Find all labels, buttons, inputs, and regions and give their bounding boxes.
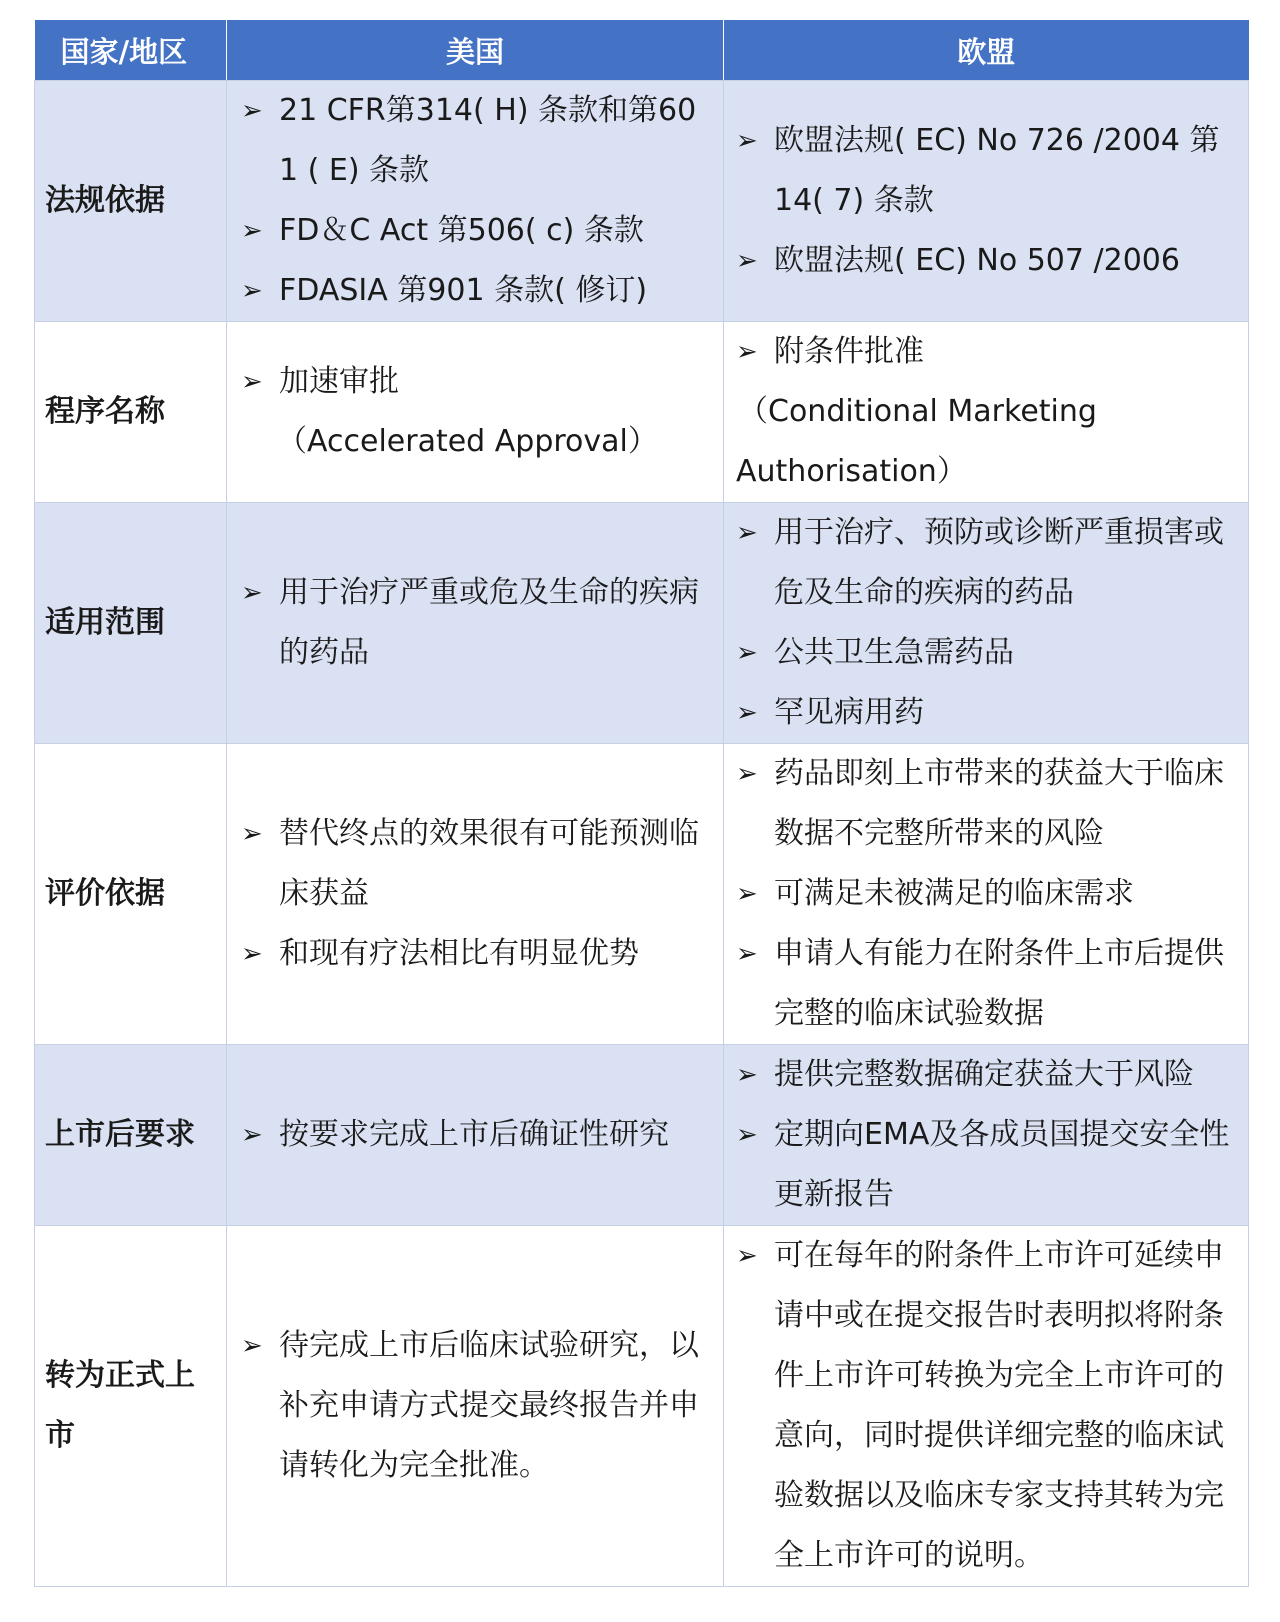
bullet-item: ➢ 公共卫生急需药品: [736, 623, 1236, 683]
bullet-item: ➢ 药品即刻上市带来的获益大于临床数据不完整所带来的风险: [736, 744, 1236, 864]
arrow-bullet-icon: ➢: [736, 337, 758, 367]
us-cell: [227, 1226, 724, 1587]
bullet-item: ➢ 提供完整数据确定获益大于风险: [736, 1045, 1236, 1105]
eu-cell: [724, 744, 1249, 1045]
header-eu: 欧盟: [724, 20, 1249, 81]
table-row: [35, 503, 1249, 744]
arrow-bullet-icon: ➢: [736, 1241, 758, 1271]
row-label: 程序名称: [35, 322, 227, 503]
us-cell: [227, 81, 724, 322]
arrow-bullet-icon: ➢: [241, 578, 263, 608]
arrow-bullet-icon: ➢: [241, 367, 263, 397]
arrow-bullet-icon: ➢: [736, 246, 758, 276]
eu-cell: [724, 81, 1249, 322]
bullet-item: ➢ 21 CFR第314( H) 条款和第601 ( E) 条款: [241, 81, 713, 201]
bullet-item: ➢ 和现有疗法相比有明显优势: [241, 924, 713, 984]
bullet-item: ➢ 罕见病用药: [736, 683, 1236, 743]
bullet-item: ➢ 定期向EMA及各成员国提交安全性更新报告: [736, 1105, 1236, 1225]
eu-cell: [724, 503, 1249, 744]
table-row: [35, 322, 1249, 503]
bullet-item: ➢ 替代终点的效果很有可能预测临床获益: [241, 804, 713, 924]
arrow-bullet-icon: ➢: [736, 939, 758, 969]
bullet-item: ➢ 用于治疗、预防或诊断严重损害或危及生命的疾病的药品: [736, 503, 1236, 623]
arrow-bullet-icon: ➢: [241, 819, 263, 849]
eu-cell: [724, 322, 1249, 503]
row-label: 评价依据: [35, 744, 227, 1045]
arrow-bullet-icon: ➢: [241, 96, 263, 126]
arrow-bullet-icon: ➢: [736, 126, 758, 156]
arrow-bullet-icon: ➢: [241, 276, 263, 306]
comparison-table: [34, 20, 1249, 1587]
header-us: 美国: [227, 20, 724, 81]
arrow-bullet-icon: ➢: [736, 698, 758, 728]
bullet-item: ➢ 附条件批准: [736, 322, 1236, 382]
table-row: [35, 81, 1249, 322]
eu-cell: [724, 1045, 1249, 1226]
bullet-item: ➢ 加速审批: [241, 352, 713, 412]
bullet-item: ➢ FDASIA 第901 条款( 修订): [241, 261, 713, 321]
table-row: [35, 1226, 1249, 1587]
header-row: [35, 20, 1249, 81]
row-label: 转为正式上市: [35, 1226, 227, 1587]
arrow-bullet-icon: ➢: [736, 1060, 758, 1090]
bullet-item: ➢ 待完成上市后临床试验研究，以补充申请方式提交最终报告并申请转化为完全批准。: [241, 1316, 713, 1496]
arrow-bullet-icon: ➢: [736, 638, 758, 668]
table-row: [35, 744, 1249, 1045]
arrow-bullet-icon: ➢: [241, 939, 263, 969]
bullet-item: ➢ 欧盟法规( EC) No 726 /2004 第 14( 7) 条款: [736, 111, 1236, 231]
arrow-bullet-icon: ➢: [736, 518, 758, 548]
arrow-bullet-icon: ➢: [241, 1120, 263, 1150]
arrow-bullet-icon: ➢: [736, 1120, 758, 1150]
us-cell: [227, 503, 724, 744]
bullet-item: ➢ FD＆C Act 第506( c) 条款: [241, 201, 713, 261]
arrow-bullet-icon: ➢: [241, 1331, 263, 1361]
us-cell: [227, 322, 724, 503]
eu-cell: [724, 1226, 1249, 1587]
us-cell: [227, 744, 724, 1045]
continuation-text: （Accelerated Approval）: [277, 424, 658, 459]
header-region: 国家/地区: [35, 20, 227, 81]
continuation-text: Authorisation）: [736, 454, 967, 489]
us-cell: [227, 1045, 724, 1226]
row-label: 法规依据: [35, 81, 227, 322]
bullet-item: ➢ 欧盟法规( EC) No 507 /2006: [736, 231, 1236, 291]
arrow-bullet-icon: ➢: [241, 216, 263, 246]
continuation-text: （Conditional Marketing: [738, 394, 1097, 429]
bullet-item: ➢ 可满足未被满足的临床需求: [736, 864, 1236, 924]
bullet-item: ➢ 用于治疗严重或危及生命的疾病的药品: [241, 563, 713, 683]
bullet-item: ➢ 按要求完成上市后确证性研究: [241, 1105, 713, 1165]
arrow-bullet-icon: ➢: [736, 759, 758, 789]
row-label: 上市后要求: [35, 1045, 227, 1226]
row-label: 适用范围: [35, 503, 227, 744]
bullet-item: ➢ 申请人有能力在附条件上市后提供完整的临床试验数据: [736, 924, 1236, 1044]
arrow-bullet-icon: ➢: [736, 879, 758, 909]
table-row: [35, 1045, 1249, 1226]
bullet-item: ➢ 可在每年的附条件上市许可延续申请中或在提交报告时表明拟将附条件上市许可转换为完全上市许可的意向，同时提供详细完整的临床试验数据以及临床专家支持其转为完全上市许可的说明。: [736, 1226, 1236, 1586]
